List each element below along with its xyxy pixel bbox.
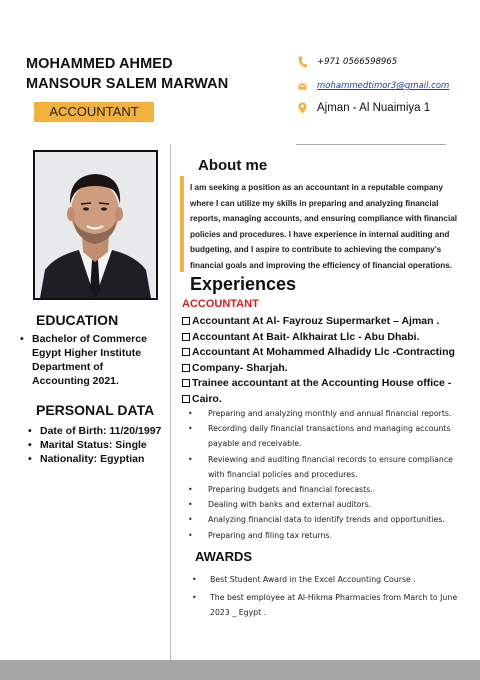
duty-item: • Recording daily financial transactions and managing accounts payable and receivable. <box>186 421 466 451</box>
position-item <box>182 330 464 346</box>
name-line-2: MANSOUR SALEM MARWAN <box>26 76 229 92</box>
checkbox-icon <box>182 348 190 356</box>
position-text: Accountant At Bait- Alkhairat Llc - Abu Dhabi. <box>192 330 420 343</box>
position-text: Company- Sharjah. <box>192 361 288 374</box>
about-paragraph: I am seeking a position as an accountant in a reputable company where I can utilize my skills in preparing and analyzing financial reports, managing accounts, and ensuring compliance with financial policies and procedures. I have experience in internal auditing and budgeting, and I aspire to contribute to achieving the company's financial goals and improving the efficiency of financial operations. <box>190 183 458 270</box>
education-item: • Bachelor of Commerce Egypt Higher Institute Department of Accounting 2021. <box>20 332 162 388</box>
duties-list <box>186 406 466 543</box>
duty-item: • Preparing and filing tax returns. <box>186 528 466 543</box>
education-list <box>20 332 162 388</box>
experience-role: ACCOUNTANT <box>182 298 259 310</box>
profile-photo <box>33 150 158 300</box>
duty-item: • Preparing and analyzing monthly and annual financial reports. <box>186 406 466 421</box>
column-divider <box>170 144 171 660</box>
duty-item: • Preparing budgets and financial forecasts. <box>186 482 466 497</box>
award-item: • Best Student Award in the Excel Accounting Course . <box>190 572 470 587</box>
job-title-badge: ACCOUNTANT <box>34 102 154 122</box>
position-item <box>182 376 464 392</box>
checkbox-icon <box>182 317 190 325</box>
duty-item: • Dealing with banks and external auditors. <box>186 497 466 512</box>
about-heading: About me <box>198 157 268 174</box>
personal-item-nationality: • Nationality: Egyptian <box>28 452 168 466</box>
duty-item: • Reviewing and auditing financial records to ensure compliance with financial policies and procedures. <box>186 452 466 482</box>
phone-icon <box>298 56 307 68</box>
position-text: Trainee accountant at the Accounting House office - <box>192 377 452 389</box>
contact-location <box>298 102 430 114</box>
map-pin-icon <box>298 102 307 114</box>
location-text: Ajman - Al Nuaimiya 1 <box>317 102 431 114</box>
position-item <box>182 392 464 408</box>
checkbox-icon <box>182 379 190 387</box>
contact-phone <box>298 56 397 68</box>
checkbox-icon <box>182 395 190 403</box>
name-line-1: MOHAMMED AHMED <box>26 56 173 72</box>
position-item <box>182 361 464 377</box>
personal-data-list <box>28 424 168 466</box>
portrait-illustration <box>35 152 156 298</box>
awards-heading: AWARDS <box>195 549 253 564</box>
position-text: Accountant At Al- Fayrouz Supermarket – Ajman . <box>192 315 440 327</box>
position-item <box>182 314 464 330</box>
position-text: Cairo. <box>192 392 222 405</box>
position-text: Accountant At Mohammed Alhadidy Llc -Contracting <box>192 346 455 358</box>
candidate-name <box>26 54 228 94</box>
duty-item: • Analyzing financial data to identify trends and opportunities. <box>186 512 466 527</box>
position-item <box>182 345 464 361</box>
header-divider <box>296 144 446 145</box>
footer-bar <box>0 660 480 680</box>
checkbox-icon <box>182 333 190 341</box>
phone-number: +971 0566598965 <box>317 57 398 67</box>
personal-data-heading: PERSONAL DATA <box>36 402 155 418</box>
envelope-icon <box>298 80 307 92</box>
checkbox-icon <box>182 364 190 372</box>
award-item: • The best employee at Al-Hikma Pharmacies from March to June 2023 _ Egypt . <box>190 590 470 620</box>
about-accent-bar <box>180 176 184 272</box>
education-heading: EDUCATION <box>36 312 119 328</box>
personal-item-marital: • Marital Status: Single <box>28 438 168 452</box>
awards-list <box>190 572 470 624</box>
experiences-heading: Experiences <box>190 274 297 294</box>
experience-positions <box>182 314 464 407</box>
personal-item-dob: • Date of Birth: 11/20/1997 <box>28 424 168 438</box>
email-link[interactable]: mohammedtimor3@gmail.com <box>317 81 450 91</box>
contact-email <box>298 80 449 92</box>
